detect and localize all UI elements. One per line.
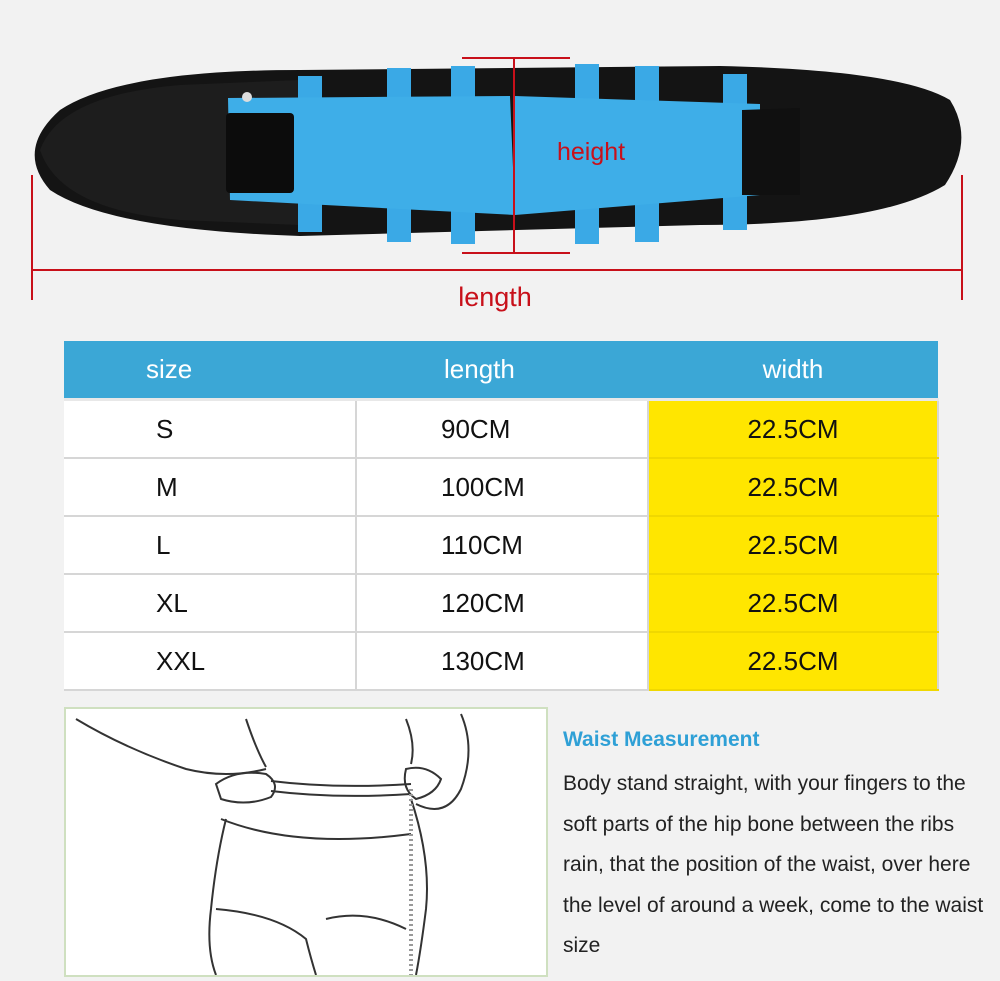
length-label: length xyxy=(458,282,532,312)
cell-size: XL xyxy=(64,574,356,632)
cell-width: 22.5CM xyxy=(648,458,938,516)
body-sketch xyxy=(66,709,546,975)
cell-width: 22.5CM xyxy=(648,400,938,459)
table-row xyxy=(64,574,938,632)
belt-mesh-panel xyxy=(228,96,760,215)
cell-size: L xyxy=(64,516,356,574)
cell-length: 120CM xyxy=(356,574,648,632)
table-header-row xyxy=(64,341,938,400)
belt-figure xyxy=(0,0,1000,330)
belt-left-patch xyxy=(226,113,294,193)
table-row xyxy=(64,516,938,574)
cell-width: 22.5CM xyxy=(648,574,938,632)
table-row xyxy=(64,400,938,459)
header-size: size xyxy=(64,341,356,400)
belt-button xyxy=(242,92,252,102)
cell-width: 22.5CM xyxy=(648,516,938,574)
cell-width: 22.5CM xyxy=(648,632,938,690)
header-length: length xyxy=(356,341,648,400)
table-row xyxy=(64,458,938,516)
measurement-info xyxy=(563,728,993,967)
cell-size: XXL xyxy=(64,632,356,690)
cell-length: 130CM xyxy=(356,632,648,690)
belt-right-flap xyxy=(742,108,800,195)
header-width: width xyxy=(648,341,938,400)
cell-size: M xyxy=(64,458,356,516)
size-table xyxy=(64,341,939,691)
measurement-text: Body stand straight, with your fingers to the soft parts of the hip bone between the ribs rain, that the position of the waist, over here the level of around a week, come to the waist size xyxy=(563,772,984,957)
waist-illustration xyxy=(64,707,548,977)
cell-length: 100CM xyxy=(356,458,648,516)
cell-length: 90CM xyxy=(356,400,648,459)
cell-size: S xyxy=(64,400,356,459)
cell-length: 110CM xyxy=(356,516,648,574)
height-label: height xyxy=(557,138,626,166)
measurement-title: Waist Measurement xyxy=(563,728,760,751)
table-row xyxy=(64,632,938,690)
